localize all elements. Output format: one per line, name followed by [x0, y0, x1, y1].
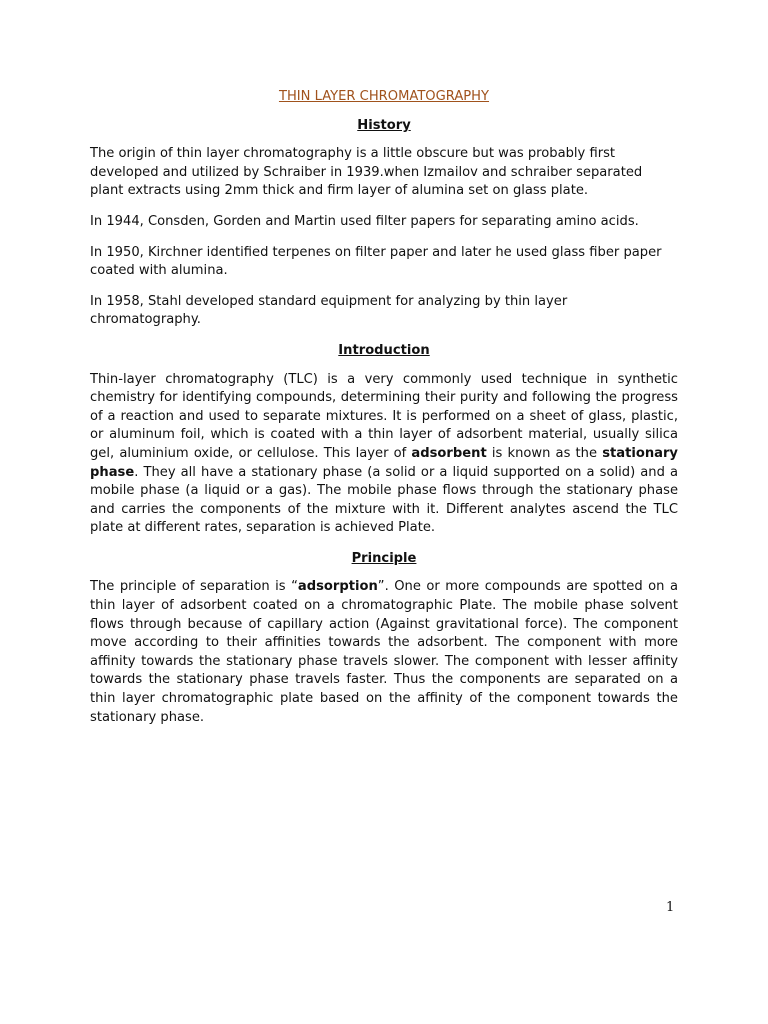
history-heading: History: [357, 117, 411, 133]
introduction-paragraph: [90, 371, 678, 538]
history-paragraph-3: In 1950, Kirchner identified terpenes on filter paper and later he used glass fiber paper coated with alumina.: [90, 244, 662, 279]
introduction-bold-stationary-phase: stationary phase: [90, 445, 678, 480]
document-body: [90, 88, 678, 739]
introduction-text-a: Thin-layer chromatography (TLC) is a very commonly used technique in synthetic chemistry for identifying compounds, determining their purity and following the progress of a reaction and used to separate mixtures. It is performed on a sheet of glass, plastic, or aluminum foil, which is coated with a thin layer of adsorbent material, usually silica gel, aluminium oxide, or cellulose. This layer of: [90, 371, 678, 461]
history-paragraph-1: The origin of thin layer chromatography is a little obscure but was probably first developed and utilized by Schraiber in 1939.when Izmailov and schraiber separated plant extracts using 2mm thick and firm layer of alumina set on glass plate.: [90, 146, 643, 199]
principle-text-a: The principle of separation is “: [90, 579, 298, 595]
introduction-heading: Introduction: [338, 342, 430, 358]
introduction-bold-adsorbent: adsorbent: [411, 445, 487, 461]
introduction-text-b: is known as the: [486, 445, 603, 461]
principle-heading: Principle: [351, 550, 417, 566]
page-number: 1: [666, 900, 675, 915]
document-title: THIN LAYER CHROMATOGRAPHY: [278, 89, 490, 104]
principle-bold-adsorption: adsorption: [297, 579, 378, 595]
history-paragraph-4: In 1958, Stahl developed standard equipment for analyzing by thin layer chromatography.: [90, 293, 568, 328]
principle-paragraph: [90, 578, 678, 727]
history-paragraph-2: In 1944, Consden, Gorden and Martin used filter papers for separating amino acids.: [90, 213, 639, 229]
introduction-text-c: . They all have a stationary phase (a solid or a liquid supported on a solid) and a mobile phase (a liquid or a gas). The mobile phase flows through the stationary phase and carries the components of the mixture with it. Different analytes ascend the TLC plate at different rates, separation is achieved Plate.: [90, 464, 678, 536]
principle-text-b: ”. One or more compounds are spotted on a thin layer of adsorbent coated on a chromatographic Plate. The mobile phase solvent flows through because of capillary action (Against gravitational force). The component move according to their affinities towards the adsorbent. The component with more affinity towards the stationary phase travels slower. The component with lesser affinity towards the stationary phase travels faster. Thus the components are separated on a thin layer chromatographic plate based on the affinity of the component towards the stationary phase.: [90, 579, 678, 725]
